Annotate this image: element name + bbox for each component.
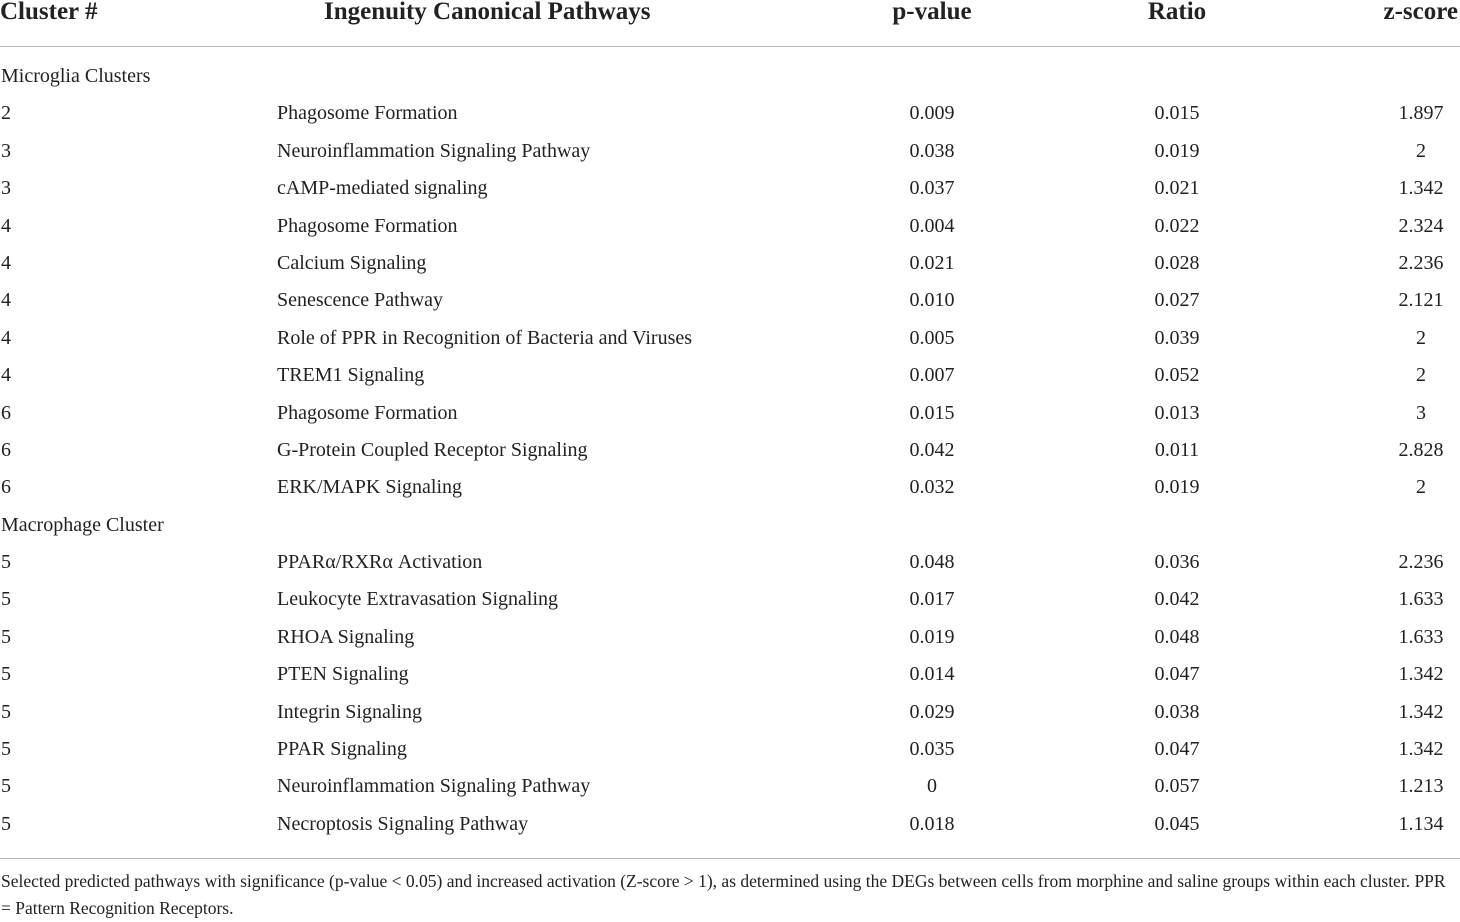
cell-cluster: 5 [1, 700, 11, 723]
table-row [0, 432, 1460, 469]
cell-ratio: 0.045 [1154, 812, 1200, 835]
footer-divider [0, 858, 1460, 859]
table-row [0, 544, 1460, 581]
cell-cluster: 5 [1, 663, 11, 686]
cell-ratio: 0.019 [1154, 476, 1200, 499]
cell-ratio: 0.042 [1154, 588, 1200, 611]
header-pvalue: p-value [892, 0, 972, 25]
cell-zscore: 2.236 [1398, 251, 1444, 274]
header-pathway: Ingenuity Canonical Pathways [324, 0, 651, 25]
cell-pathway: Senescence Pathway [277, 289, 444, 312]
cell-cluster: 5 [1, 812, 11, 835]
header-zscore: z-score [1383, 0, 1458, 25]
cell-zscore: 2 [1416, 364, 1426, 387]
cell-pvalue: 0.009 [909, 102, 955, 125]
cell-zscore: 2 [1416, 326, 1426, 349]
cell-pathway: PTEN Signaling [277, 663, 409, 686]
cell-pvalue: 0.037 [909, 177, 955, 200]
cell-zscore: 2.236 [1398, 551, 1444, 574]
cell-ratio: 0.052 [1154, 364, 1200, 387]
cell-pvalue: 0.035 [909, 738, 955, 761]
section-row [0, 507, 1460, 544]
cell-pvalue: 0.010 [909, 289, 955, 312]
cell-ratio: 0.015 [1154, 102, 1200, 125]
cell-pvalue: 0.007 [909, 364, 955, 387]
cell-pathway: Phagosome Formation [277, 214, 458, 237]
cell-pathway: cAMP-mediated signaling [277, 177, 488, 200]
table-row [0, 133, 1460, 170]
section-title: Microglia Clusters [1, 65, 151, 87]
cell-pvalue: 0.048 [909, 551, 955, 574]
cell-cluster: 3 [1, 177, 11, 200]
table-row [0, 320, 1460, 357]
cell-pathway: Neuroinflammation Signaling Pathway [277, 775, 591, 798]
cell-cluster: 6 [1, 438, 11, 461]
cell-zscore: 2 [1416, 139, 1426, 162]
cell-pathway: ERK/MAPK Signaling [277, 476, 463, 499]
cell-zscore: 1.897 [1398, 102, 1444, 125]
table-row [0, 619, 1460, 656]
cell-zscore: 2.121 [1398, 289, 1444, 312]
cell-pvalue: 0.019 [909, 625, 955, 648]
cell-pathway: Calcium Signaling [277, 251, 427, 274]
cell-pvalue: 0.021 [909, 251, 955, 274]
cell-zscore: 1.342 [1398, 663, 1444, 686]
cell-zscore: 2.828 [1398, 438, 1444, 461]
cell-ratio: 0.011 [1154, 438, 1200, 461]
table-row [0, 357, 1460, 394]
cell-ratio: 0.047 [1154, 738, 1200, 761]
table-header-row [0, 0, 1460, 47]
cell-pvalue: 0.032 [909, 476, 955, 499]
cell-cluster: 4 [1, 214, 11, 237]
table-row [0, 282, 1460, 319]
cell-cluster: 5 [1, 625, 11, 648]
cell-ratio: 0.022 [1154, 214, 1200, 237]
cell-pathway: PPAR Signaling [277, 738, 407, 761]
table-body [0, 58, 1460, 843]
table-row [0, 694, 1460, 731]
cell-cluster: 5 [1, 588, 11, 611]
table-row [0, 581, 1460, 618]
section-row [0, 58, 1460, 95]
cell-pathway: RHOA Signaling [277, 625, 415, 648]
table-row [0, 170, 1460, 207]
cell-ratio: 0.028 [1154, 251, 1200, 274]
cell-pvalue: 0.014 [909, 663, 955, 686]
table-row [0, 731, 1460, 768]
cell-zscore: 1.342 [1398, 700, 1444, 723]
cell-pvalue: 0.017 [909, 588, 955, 611]
cell-zscore: 1.633 [1398, 588, 1444, 611]
cell-ratio: 0.013 [1154, 401, 1200, 424]
cell-cluster: 2 [1, 102, 11, 125]
cell-cluster: 6 [1, 476, 11, 499]
cell-ratio: 0.027 [1154, 289, 1200, 312]
cell-pvalue: 0.004 [909, 214, 955, 237]
cell-pathway: Role of PPR in Recognition of Bacteria and Viruses [277, 326, 693, 349]
cell-pathway: G-Protein Coupled Receptor Signaling [277, 438, 588, 461]
cell-cluster: 4 [1, 326, 11, 349]
cell-cluster: 6 [1, 401, 11, 424]
cell-cluster: 4 [1, 289, 11, 312]
cell-zscore: 1.134 [1398, 812, 1444, 835]
cell-ratio: 0.039 [1154, 326, 1200, 349]
cell-cluster: 3 [1, 139, 11, 162]
cell-zscore: 1.342 [1398, 177, 1444, 200]
table-row [0, 806, 1460, 843]
cell-pathway: Neuroinflammation Signaling Pathway [277, 139, 591, 162]
cell-ratio: 0.047 [1154, 663, 1200, 686]
section-title: Macrophage Cluster [1, 513, 164, 536]
table-row [0, 768, 1460, 805]
cell-ratio: 0.036 [1154, 551, 1200, 574]
table-row [0, 95, 1460, 132]
header-ratio: Ratio [1147, 0, 1207, 25]
cell-ratio: 0.019 [1154, 139, 1200, 162]
cell-pathway: Integrin Signaling [277, 700, 422, 723]
cell-pvalue: 0.029 [909, 700, 955, 723]
cell-pvalue: 0.015 [909, 401, 955, 424]
cell-zscore: 2 [1416, 476, 1426, 499]
table-row [0, 245, 1460, 282]
cell-pvalue: 0.038 [909, 139, 955, 162]
cell-pvalue: 0.018 [909, 812, 955, 835]
cell-ratio: 0.021 [1154, 177, 1200, 200]
cell-zscore: 2.324 [1398, 214, 1444, 237]
header-cluster: Cluster # [0, 0, 98, 25]
cell-cluster: 5 [1, 551, 11, 574]
cell-cluster: 5 [1, 738, 11, 761]
cell-pathway: Leukocyte Extravasation Signaling [277, 588, 559, 611]
table-row [0, 208, 1460, 245]
cell-ratio: 0.048 [1154, 625, 1200, 648]
table-row [0, 395, 1460, 432]
cell-zscore: 3 [1416, 401, 1426, 424]
cell-pathway: Necroptosis Signaling Pathway [277, 812, 529, 835]
cell-cluster: 5 [1, 775, 11, 798]
cell-cluster: 4 [1, 251, 11, 274]
cell-zscore: 1.213 [1398, 775, 1444, 798]
cell-cluster: 4 [1, 364, 11, 387]
table-row [0, 469, 1460, 506]
cell-pathway: TREM1 Signaling [277, 364, 425, 387]
cell-pathway: PPARα/RXRα Activation [277, 551, 483, 574]
cell-pathway: Phagosome Formation [277, 102, 458, 125]
table-footnote: Selected predicted pathways with significance (p-value < 0.05) and increased activation (Z-score > 1), as determined using the DEGs between cells from morphine and saline groups within each cluster. PPR = Pattern Recognition Receptors. [1, 871, 1446, 918]
cell-zscore: 1.633 [1398, 625, 1444, 648]
cell-ratio: 0.038 [1154, 700, 1200, 723]
table-row [0, 656, 1460, 693]
cell-pvalue: 0.005 [909, 326, 955, 349]
cell-pathway: Phagosome Formation [277, 401, 458, 424]
cell-ratio: 0.057 [1154, 775, 1200, 798]
cell-zscore: 1.342 [1398, 738, 1444, 761]
cell-pvalue: 0.042 [909, 438, 955, 461]
cell-pvalue: 0 [927, 775, 937, 798]
